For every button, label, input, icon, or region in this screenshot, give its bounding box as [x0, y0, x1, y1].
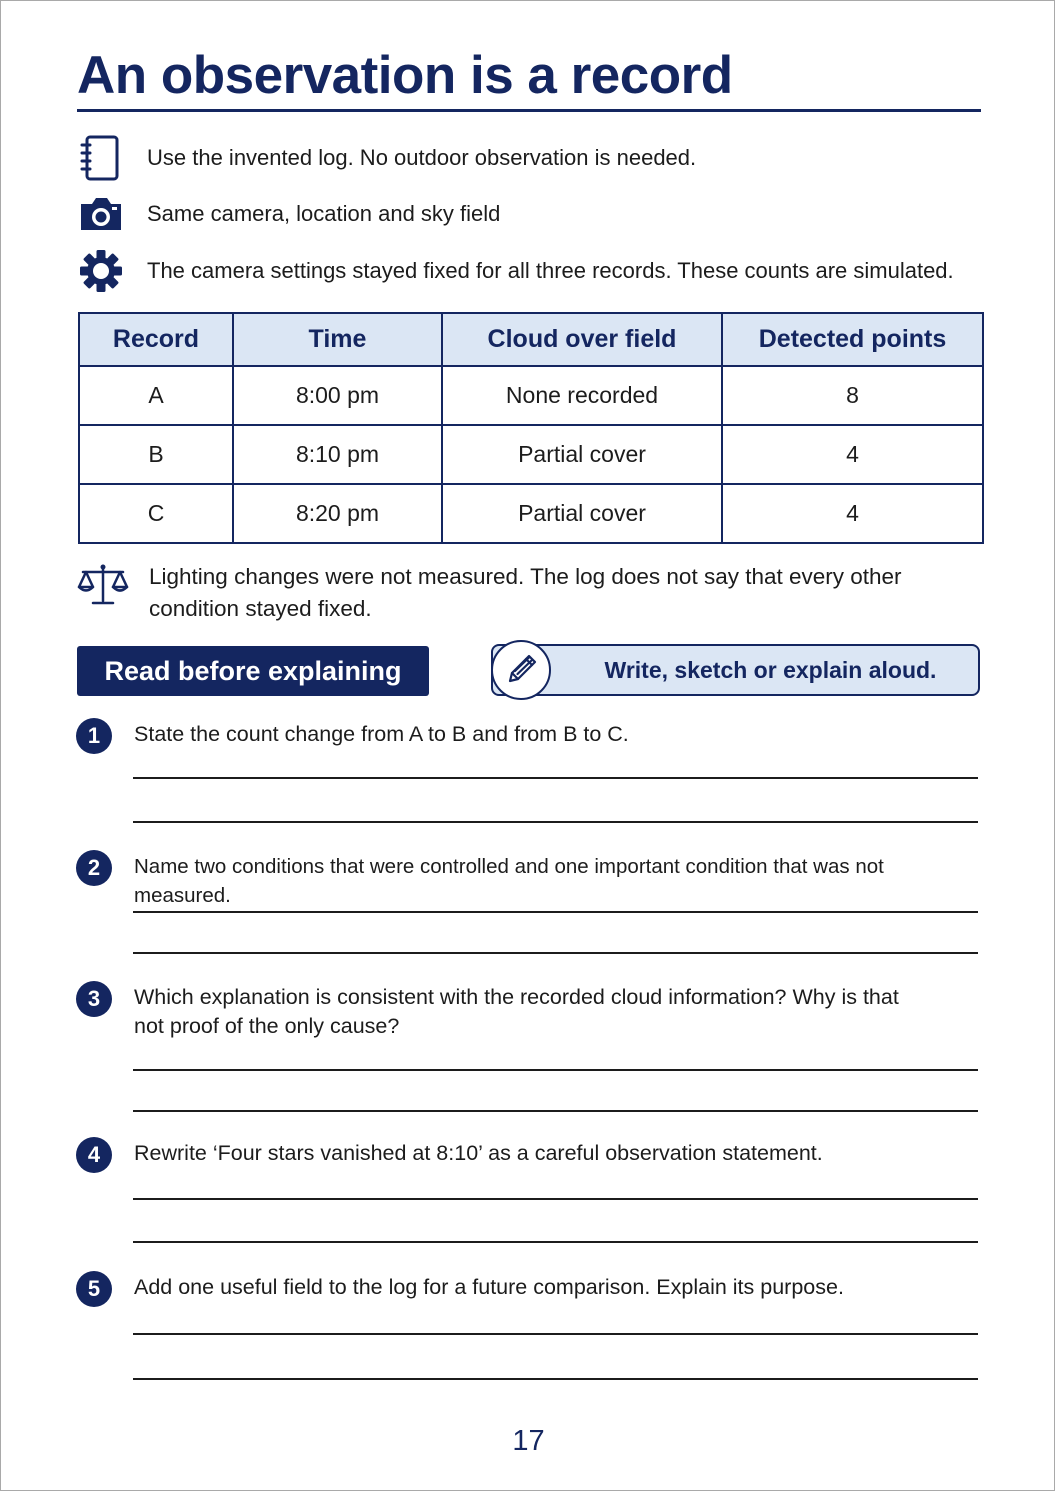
question-text: State the count change from A to B and from B to C. — [134, 722, 629, 746]
answer-line[interactable] — [133, 1241, 978, 1243]
header-time: Time — [233, 313, 442, 366]
lighting-note — [77, 561, 981, 627]
header-record: Record — [79, 313, 233, 366]
answer-line[interactable] — [133, 777, 978, 779]
title-rule — [77, 109, 981, 112]
notebook-icon — [77, 135, 125, 181]
page-number: 17 — [512, 1425, 545, 1457]
info-row-settings — [77, 248, 981, 294]
note-text: Lighting changes were not measured. The log does not say that every other condition stayed fixed. — [149, 564, 902, 621]
header-cloud: Cloud over field — [442, 313, 722, 366]
camera-icon — [77, 191, 125, 237]
answer-line[interactable] — [133, 1378, 978, 1380]
cell-cloud: None recorded — [442, 366, 722, 425]
question-text: Rewrite ‘Four stars vanished at 8:10’ as a careful observation statement. — [134, 1141, 823, 1165]
info-text-settings: The camera settings stayed fixed for all three records. These counts are simulated. — [147, 258, 954, 283]
info-row-log — [77, 135, 981, 181]
answer-line[interactable] — [133, 952, 978, 954]
cell-record: C — [79, 484, 233, 543]
question-text: Add one useful field to the log for a future comparison. Explain its purpose. — [134, 1275, 844, 1299]
cell-record: B — [79, 425, 233, 484]
table-row — [79, 484, 983, 543]
cell-cloud: Partial cover — [442, 425, 722, 484]
response-mode-text: Write, sketch or explain aloud. — [604, 657, 937, 683]
cell-time: 8:10 pm — [233, 425, 442, 484]
info-text-log: Use the invented log. No outdoor observation is needed. — [147, 145, 697, 170]
cell-points: 8 — [722, 366, 983, 425]
cell-time: 8:00 pm — [233, 366, 442, 425]
page-title: An observation is a record — [77, 46, 733, 105]
answer-line[interactable] — [133, 1333, 978, 1335]
answer-line[interactable] — [133, 1069, 978, 1071]
question-number: 5 — [76, 1271, 112, 1307]
table-header-row — [79, 313, 983, 366]
cell-time: 8:20 pm — [233, 484, 442, 543]
answer-line[interactable] — [133, 821, 978, 823]
header-detected-points: Detected points — [722, 313, 983, 366]
response-mode-box — [491, 644, 980, 696]
cell-cloud: Partial cover — [442, 484, 722, 543]
question-text: Name two conditions that were controlled and one important condition that was not measured. — [134, 855, 884, 907]
cell-points: 4 — [722, 425, 983, 484]
answer-line[interactable] — [133, 1198, 978, 1200]
question-number: 3 — [76, 981, 112, 1017]
cell-points: 4 — [722, 484, 983, 543]
answer-line[interactable] — [133, 1110, 978, 1112]
question-number: 1 — [76, 718, 112, 754]
question-number: 4 — [76, 1137, 112, 1173]
gear-icon — [77, 248, 125, 294]
table-row — [79, 425, 983, 484]
answer-line[interactable] — [133, 911, 978, 913]
table-row — [79, 366, 983, 425]
question-number: 2 — [76, 850, 112, 886]
read-before-explaining-banner: Read before explaining — [77, 646, 429, 696]
question-text: Which explanation is consistent with the recorded cloud information? Why is that not proof of the only cause? — [134, 985, 899, 1038]
info-text-camera: Same camera, location and sky field — [147, 201, 501, 226]
info-row-camera — [77, 191, 981, 237]
balance-scale-icon — [77, 563, 129, 607]
observation-log-table — [78, 312, 984, 544]
pencil-icon — [491, 640, 551, 700]
cell-record: A — [79, 366, 233, 425]
